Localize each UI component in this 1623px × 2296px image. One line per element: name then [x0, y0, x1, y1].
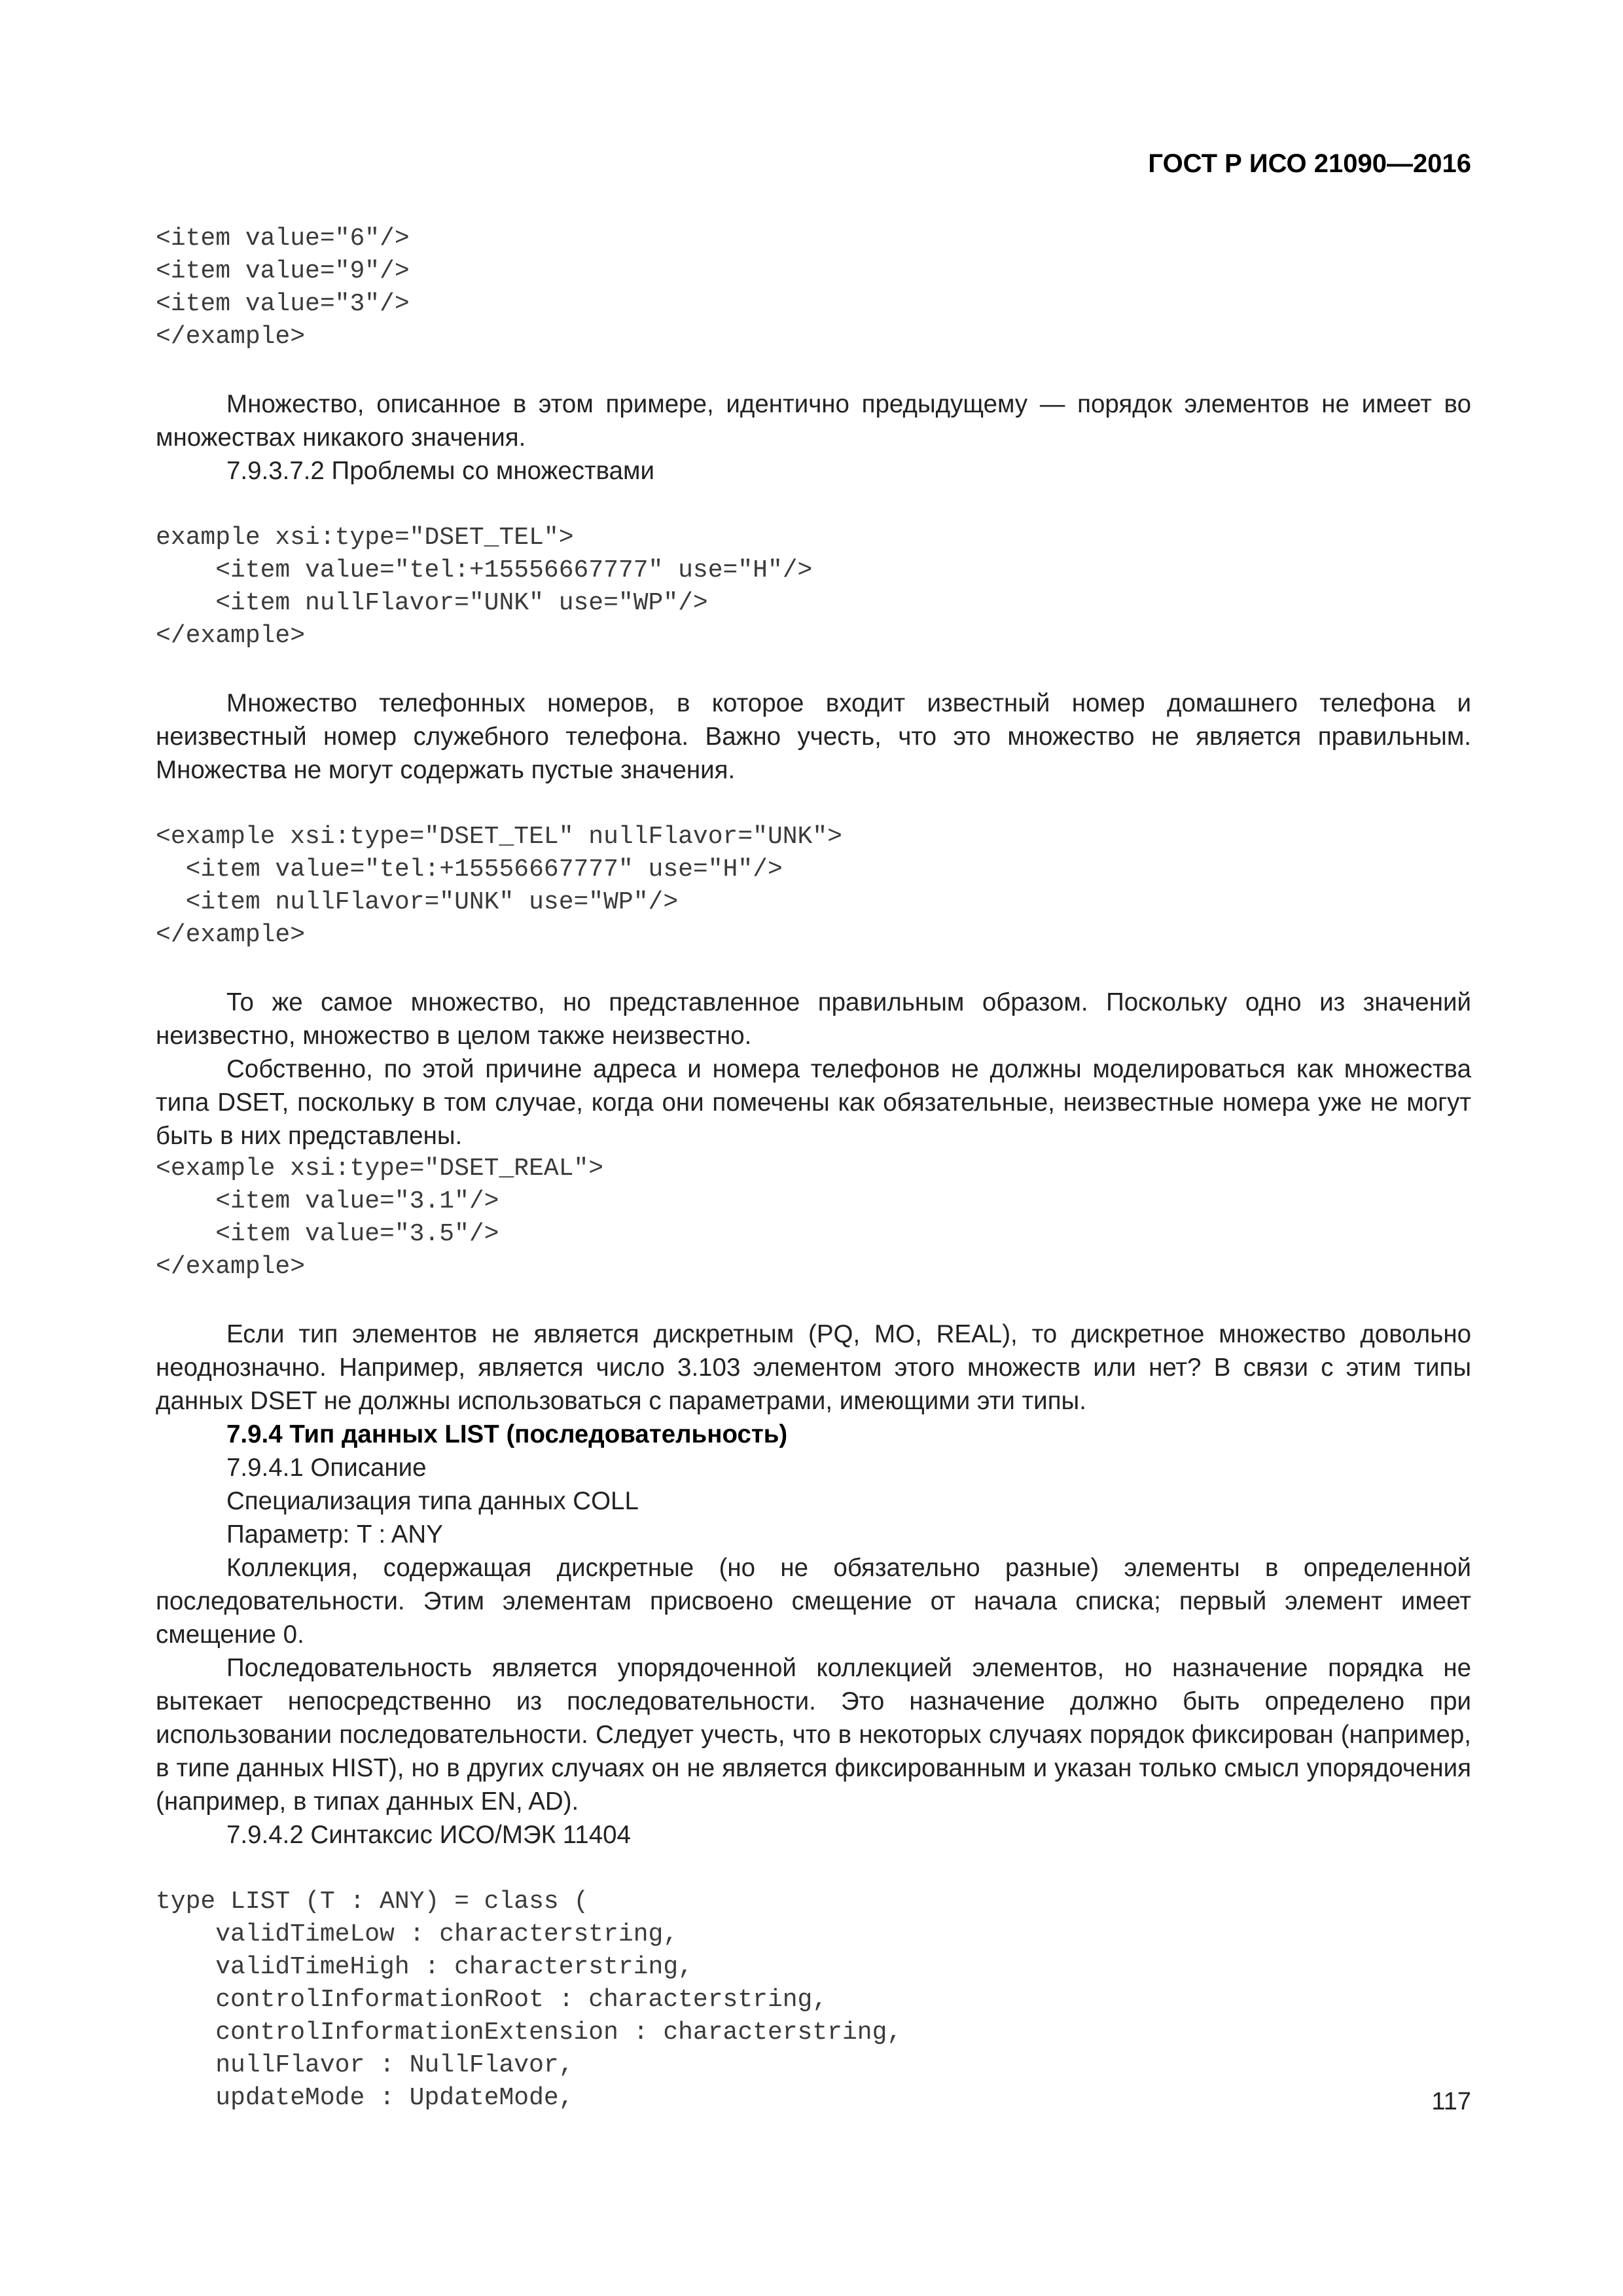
- line-specialization: Специализация типа данных COLL: [226, 1487, 639, 1515]
- page-number: 117: [1431, 2088, 1471, 2115]
- line-parameter: Параметр: T : ANY: [226, 1520, 443, 1549]
- code-block-dset-tel: example xsi:type="DSET_TEL"> <item value="tel:+15556667777" use="H"/> <item nullFlavor="UNK" use="WP"/> </example>: [156, 524, 813, 650]
- paragraph-set-order: Множество, описанное в этом примере, идентично предыдущему — порядок элементов не имеет во множествах никакого значения.: [156, 390, 1471, 452]
- subsection-heading-syntax: 7.9.4.2 Синтаксис ИСО/МЭК 11404: [226, 1821, 631, 1849]
- subsection-heading-description: 7.9.4.1 Описание: [226, 1454, 427, 1482]
- document-header: ГОСТ Р ИСО 21090—2016: [1148, 149, 1471, 178]
- paragraph-collection: Коллекция, содержащая дискретные (но не обязательно разные) элементы в определенной последовательности. Этим элементам присвоено смещение от начала списка; первый элемент имеет смещение 0.: [156, 1554, 1471, 1649]
- paragraph-discrete-types: Если тип элементов не является дискретным (PQ, MO, REAL), то дискретное множество довольно неоднозначно. Например, является число 3.103 элементом этого множеств или нет? В связи с этим типы данных DSET не должны использоваться с параметрами, имеющими эти типы.: [156, 1320, 1471, 1415]
- paragraph-sequence: Последовательность является упорядоченной коллекцией элементов, но назначение порядка не вытекает непосредственно из последовательности. Это назначение должно быть определено при использовании последовательности. Следует учесть, что в некоторых случаях порядок фиксирован (например, в типе данных HIST), но в других случаях он не является фиксированным и указан только смысл упорядочения (например, в типах данных EN, AD).: [156, 1654, 1471, 1816]
- page-content: [156, 223, 1471, 2115]
- code-block-list-type: type LIST (T : ANY) = class ( validTimeLow : characterstring, validTimeHigh : characterstring, controlInformationRoot : characterstring, controlInformationExtension : characterstring, nullFlavor : NullFlavor, updateMode : UpdateMode,: [156, 1888, 902, 2112]
- code-block-set-items: <item value="6"/> <item value="9"/> <item value="3"/> </example>: [156, 224, 410, 351]
- section-heading-set-problems: 7.9.3.7.2 Проблемы со множествами: [226, 457, 655, 485]
- code-block-dset-real: <example xsi:type="DSET_REAL"> <item value="3.1"/> <item value="3.5"/> </example>: [156, 1155, 604, 1281]
- paragraph-correct-set: То же самое множество, но представленное правильным образом. Поскольку одно из значений неизвестно, множество в целом также неизвестно.: [156, 988, 1471, 1050]
- paragraph-phone-set: Множество телефонных номеров, в которое входит известный номер домашнего телефона и неизвестный номер служебного телефона. Важно учесть, что это множество не является правильным. Множества не могут содержать пустые значения.: [156, 689, 1471, 784]
- code-block-dset-tel-nullflavor: <example xsi:type="DSET_TEL" nullFlavor="UNK"> <item value="tel:+15556667777" use="H"/> <item nullFlavor="UNK" use="WP"/> </example>: [156, 823, 842, 949]
- section-heading-list: 7.9.4 Тип данных LIST (последовательность): [226, 1420, 788, 1448]
- paragraph-address-modeling: Собственно, по этой причине адреса и номера телефонов не должны моделироваться как множества типа DSET, поскольку в том случае, когда они помечены как обязательные, неизвестные номера уже не могут быть в них представлены.: [156, 1055, 1471, 1150]
